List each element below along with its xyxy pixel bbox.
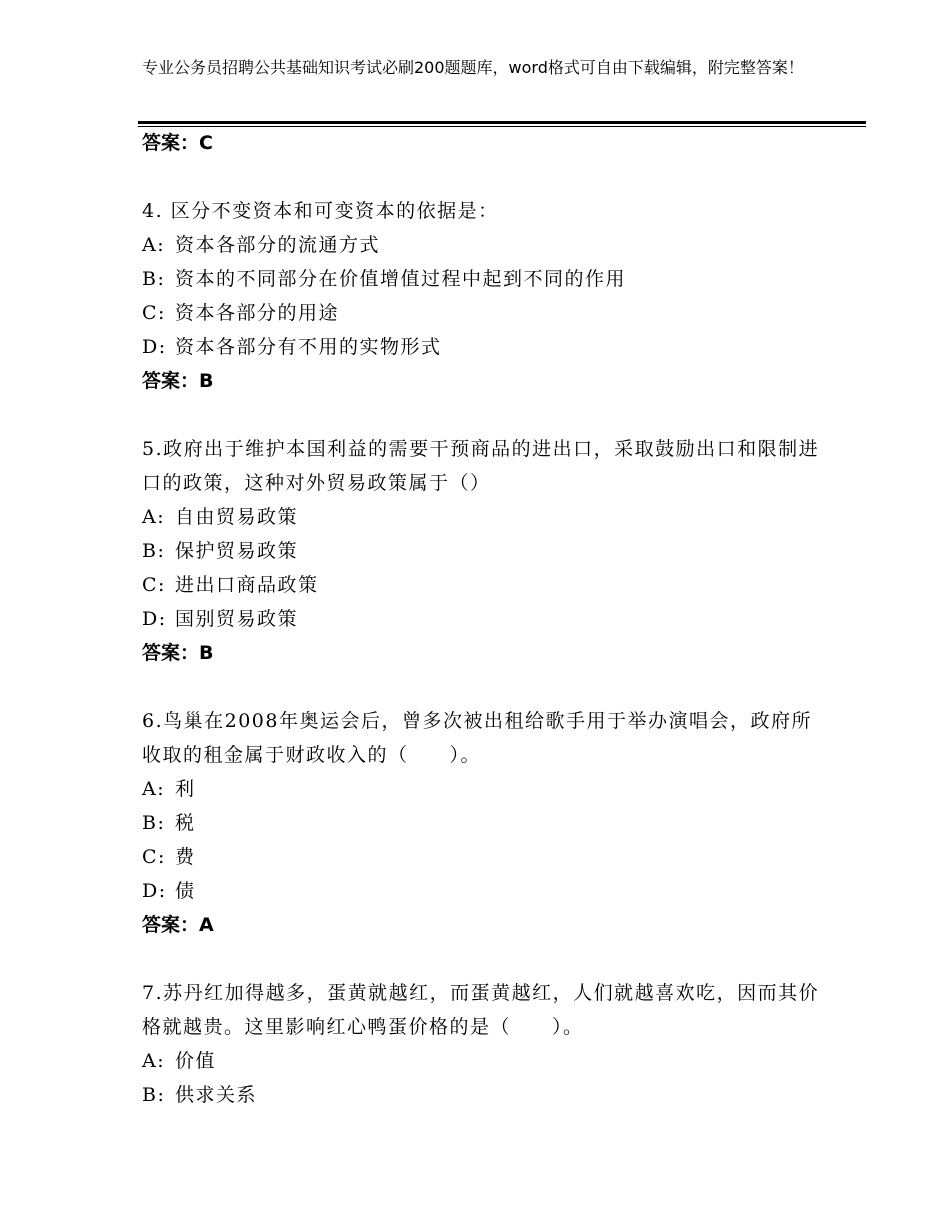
option-a [142, 500, 822, 534]
option-key: A: [142, 778, 166, 800]
answer-line: 答案：B [142, 370, 214, 392]
option-text: 税 [175, 812, 196, 834]
option-key: B: [142, 812, 166, 834]
option-d [142, 330, 822, 364]
option-text: 债 [175, 880, 196, 902]
option-key: D: [142, 880, 167, 902]
option-text: 资本各部分的流通方式 [175, 234, 381, 256]
option-text: 资本各部分有不用的实物形式 [175, 336, 442, 358]
question-list [142, 126, 822, 1112]
option-key: D: [142, 336, 167, 358]
option-key: A: [142, 506, 166, 528]
question-text: 4. 区分不变资本和可变资本的依据是： [142, 200, 499, 222]
question-4 [142, 194, 822, 398]
option-b [142, 1078, 822, 1112]
option-text: 进出口商品政策 [175, 574, 319, 596]
option-d [142, 602, 822, 636]
option-a [142, 772, 822, 806]
option-d [142, 874, 822, 908]
option-b [142, 806, 822, 840]
option-a [142, 1044, 822, 1078]
option-text: 价值 [175, 1050, 217, 1072]
option-c [142, 568, 822, 602]
option-text: 资本的不同部分在价值增值过程中起到不同的作用 [175, 268, 627, 290]
option-text: 利 [175, 778, 196, 800]
option-key: B: [142, 1084, 166, 1106]
question-text: 5.政府出于维护本国利益的需要干预商品的进出口，采取鼓励出口和限制进口的政策，这种对外贸易政策属于（） [142, 438, 820, 494]
option-c [142, 840, 822, 874]
option-key: C: [142, 302, 166, 324]
question-7 [142, 976, 822, 1112]
page-header: 专业公务员招聘公共基础知识考试必刷200题题库，word格式可自由下载编辑，附完整答案！ [142, 58, 804, 77]
option-a [142, 228, 822, 262]
question-6 [142, 704, 822, 942]
option-text: 自由贸易政策 [175, 506, 299, 528]
question-5 [142, 432, 822, 670]
option-text: 国别贸易政策 [175, 608, 299, 630]
option-b [142, 262, 822, 296]
option-b [142, 534, 822, 568]
option-text: 费 [175, 846, 196, 868]
option-key: B: [142, 540, 166, 562]
option-c [142, 296, 822, 330]
option-key: B: [142, 268, 166, 290]
option-key: A: [142, 234, 166, 256]
option-text: 保护贸易政策 [175, 540, 299, 562]
option-key: C: [142, 846, 166, 868]
option-key: A: [142, 1050, 166, 1072]
option-key: D: [142, 608, 167, 630]
question-text: 6.鸟巢在2008年奥运会后，曾多次被出租给歌手用于举办演唱会，政府所收取的租金属于财政收入的（ ）。 [142, 710, 812, 766]
header-rule-thick [138, 121, 866, 124]
option-text: 供求关系 [175, 1084, 258, 1106]
answer-line: 答案：C [142, 132, 213, 154]
option-key: C: [142, 574, 166, 596]
answer-line: 答案：A [142, 914, 214, 936]
answer-line: 答案：B [142, 642, 214, 664]
option-text: 资本各部分的用途 [175, 302, 340, 324]
question-text: 7.苏丹红加得越多，蛋黄就越红，而蛋黄越红，人们就越喜欢吃，因而其价格就越贵。这里影响红心鸭蛋价格的是（ ）。 [142, 982, 820, 1038]
